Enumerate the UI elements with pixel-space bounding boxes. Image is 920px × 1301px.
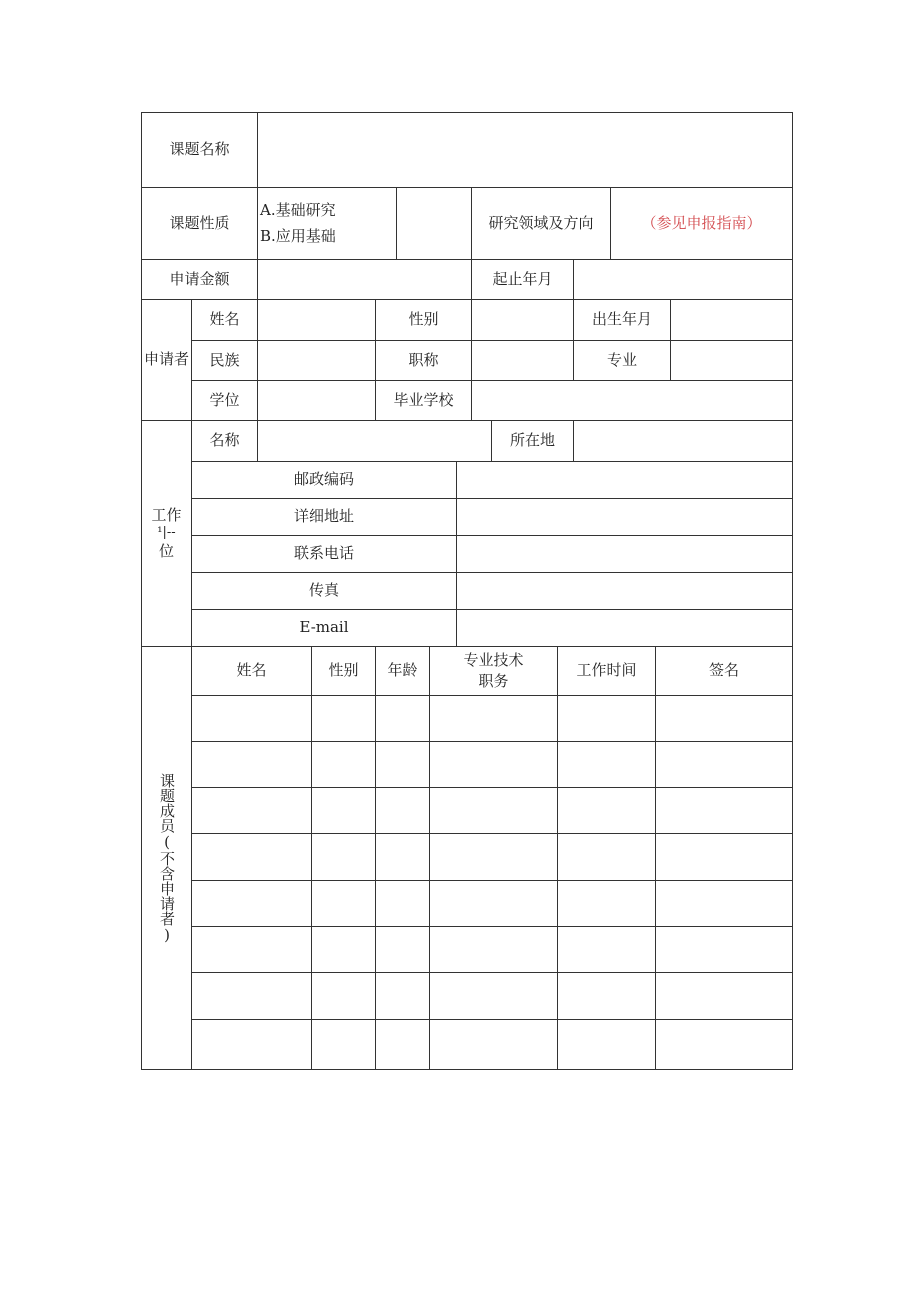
member-row-8-title-input[interactable]: [429, 1019, 558, 1070]
member-row-5-worktime-input[interactable]: [557, 880, 656, 927]
work-unit-location-input[interactable]: [573, 420, 793, 462]
member-row-8-worktime-input[interactable]: [557, 1019, 656, 1070]
phone-input[interactable]: [456, 535, 793, 573]
applicant-degree-input[interactable]: [257, 380, 376, 421]
applicant-major-input[interactable]: [670, 340, 793, 381]
email-input[interactable]: [456, 609, 793, 647]
member-row-3-signature-input[interactable]: [655, 787, 793, 834]
member-row-7-gender-input[interactable]: [311, 972, 376, 1020]
member-row-7-age-input[interactable]: [375, 972, 430, 1020]
member-row-8-name-input[interactable]: [191, 1019, 312, 1070]
applicant-birth-input[interactable]: [670, 299, 793, 341]
work-unit-location-label: 所在地: [491, 420, 574, 462]
member-row-7-signature-input[interactable]: [655, 972, 793, 1020]
member-row-6-worktime-input[interactable]: [557, 926, 656, 973]
member-row-1-title-input[interactable]: [429, 695, 558, 742]
member-row-1-signature-input[interactable]: [655, 695, 793, 742]
option-b-text: B.应用基础: [260, 226, 336, 245]
member-row-7-name-input[interactable]: [191, 972, 312, 1020]
period-label: 起止年月: [471, 259, 574, 300]
postal-code-input[interactable]: [456, 461, 793, 499]
fax-label: 传真: [191, 572, 457, 610]
members-section-label: 课题成员(不含申请者): [141, 646, 192, 1070]
member-row-1-gender-input[interactable]: [311, 695, 376, 742]
member-row-1-worktime-input[interactable]: [557, 695, 656, 742]
applicant-gender-label: 性别: [375, 299, 472, 341]
member-row-4-gender-input[interactable]: [311, 833, 376, 881]
member-header-worktime: 工作时间: [557, 646, 656, 696]
applicant-title-input[interactable]: [471, 340, 574, 381]
member-row-4-signature-input[interactable]: [655, 833, 793, 881]
member-row-3-title-input[interactable]: [429, 787, 558, 834]
member-row-2-age-input[interactable]: [375, 741, 430, 788]
member-row-4-worktime-input[interactable]: [557, 833, 656, 881]
funding-amount-input[interactable]: [257, 259, 472, 300]
applicant-major-label: 专业: [573, 340, 671, 381]
applicant-school-input[interactable]: [471, 380, 793, 421]
member-row-8-gender-input[interactable]: [311, 1019, 376, 1070]
member-row-6-signature-input[interactable]: [655, 926, 793, 973]
funding-amount-label: 申请金额: [141, 259, 258, 300]
work-unit-name-input[interactable]: [257, 420, 492, 462]
member-row-5-gender-input[interactable]: [311, 880, 376, 927]
topic-name-label: 课题名称: [141, 112, 258, 188]
work-unit-name-label: 名称: [191, 420, 258, 462]
member-row-2-title-input[interactable]: [429, 741, 558, 788]
member-row-8-signature-input[interactable]: [655, 1019, 793, 1070]
member-row-4-name-input[interactable]: [191, 833, 312, 881]
member-row-2-signature-input[interactable]: [655, 741, 793, 788]
address-label: 详细地址: [191, 498, 457, 536]
research-field-label: 研究领域及方向: [471, 187, 611, 260]
applicant-gender-input[interactable]: [471, 299, 574, 341]
member-row-6-gender-input[interactable]: [311, 926, 376, 973]
member-row-1-name-input[interactable]: [191, 695, 312, 742]
applicant-birth-label: 出生年月: [573, 299, 671, 341]
member-row-4-title-input[interactable]: [429, 833, 558, 881]
address-input[interactable]: [456, 498, 793, 536]
member-row-5-age-input[interactable]: [375, 880, 430, 927]
member-row-3-name-input[interactable]: [191, 787, 312, 834]
topic-nature-choice-input[interactable]: [396, 187, 472, 260]
member-row-2-name-input[interactable]: [191, 741, 312, 788]
member-row-2-worktime-input[interactable]: [557, 741, 656, 788]
member-row-7-worktime-input[interactable]: [557, 972, 656, 1020]
topic-name-input[interactable]: [257, 112, 793, 188]
applicant-title-label: 职称: [375, 340, 472, 381]
member-row-7-title-input[interactable]: [429, 972, 558, 1020]
work-unit-section-label: 工作 ¹|-- 位: [141, 420, 192, 647]
email-label: E-mail: [191, 609, 457, 647]
member-row-3-worktime-input[interactable]: [557, 787, 656, 834]
applicant-name-label: 姓名: [191, 299, 258, 341]
member-header-name: 姓名: [191, 646, 312, 696]
applicant-ethnicity-label: 民族: [191, 340, 258, 381]
member-row-8-age-input[interactable]: [375, 1019, 430, 1070]
member-header-title: 专业技术 职务: [429, 646, 558, 696]
phone-label: 联系电话: [191, 535, 457, 573]
fax-input[interactable]: [456, 572, 793, 610]
option-a-text: A.基础研究: [260, 201, 336, 219]
member-row-6-name-input[interactable]: [191, 926, 312, 973]
applicant-section-label: 申请者: [141, 299, 192, 421]
applicant-name-input[interactable]: [257, 299, 376, 341]
member-header-gender: 性别: [311, 646, 376, 696]
member-row-5-signature-input[interactable]: [655, 880, 793, 927]
member-row-3-gender-input[interactable]: [311, 787, 376, 834]
member-row-5-name-input[interactable]: [191, 880, 312, 927]
applicant-school-label: 毕业学校: [375, 380, 472, 421]
topic-nature-options: [257, 187, 397, 260]
topic-nature-label: 课题性质: [141, 187, 258, 260]
member-row-5-title-input[interactable]: [429, 880, 558, 927]
period-input[interactable]: [573, 259, 793, 300]
member-row-6-title-input[interactable]: [429, 926, 558, 973]
postal-code-label: 邮政编码: [191, 461, 457, 499]
applicant-ethnicity-input[interactable]: [257, 340, 376, 381]
member-row-2-gender-input[interactable]: [311, 741, 376, 788]
member-header-signature: 签名: [655, 646, 793, 696]
applicant-degree-label: 学位: [191, 380, 258, 421]
member-row-3-age-input[interactable]: [375, 787, 430, 834]
member-row-1-age-input[interactable]: [375, 695, 430, 742]
member-row-6-age-input[interactable]: [375, 926, 430, 973]
member-row-4-age-input[interactable]: [375, 833, 430, 881]
member-header-age: 年龄: [375, 646, 430, 696]
research-field-hint[interactable]: （参见申报指南）: [610, 187, 793, 260]
